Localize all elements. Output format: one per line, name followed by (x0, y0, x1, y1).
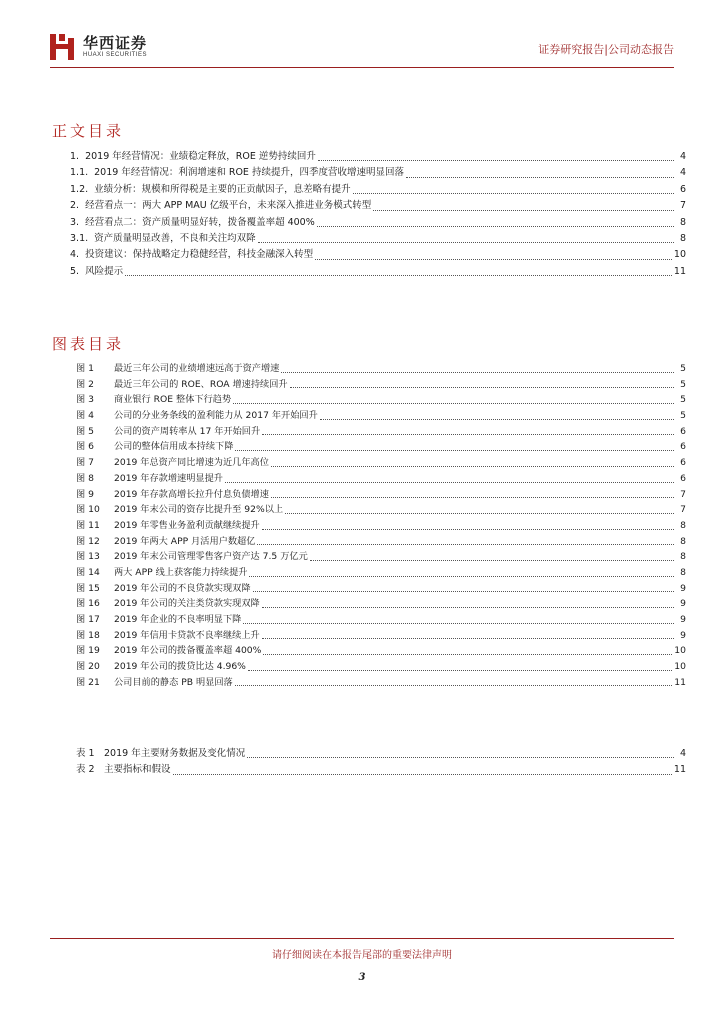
entry-title: 2019 年两大 APP 月活用户数超亿 (114, 535, 256, 547)
entry-page-number: 6 (680, 457, 686, 469)
toc-entry[interactable] (70, 263, 686, 279)
toc-entry[interactable] (76, 642, 686, 658)
dot-leader (225, 481, 674, 483)
entry-page-number: 10 (674, 645, 686, 657)
entry-title: 2019 年存款高增长拉升付息负债增速 (114, 488, 269, 500)
entry-number: 图 4 (76, 410, 94, 422)
entry-number: 图 7 (76, 457, 94, 469)
entry-number: 1.1. (70, 167, 89, 179)
entry-number: 4. (70, 249, 80, 261)
entry-number: 图 3 (76, 394, 94, 406)
report-header (0, 0, 724, 72)
entry-page-number: 7 (679, 200, 686, 212)
entry-page-number: 4 (679, 167, 686, 179)
entry-number: 图 9 (76, 488, 94, 500)
dot-leader (353, 192, 674, 194)
entry-title: 主要指标和假设 (104, 764, 171, 776)
entry-page-number: 9 (680, 582, 686, 594)
entry-title: 2019 年主要财务数据及变化情况 (104, 748, 246, 759)
toc-entry[interactable] (76, 486, 686, 502)
dot-leader (373, 209, 674, 211)
dot-leader (320, 418, 674, 420)
dot-leader (406, 176, 674, 178)
entry-title: 2019 年经营情况：业绩稳定释放，ROE 逆势持续回升 (85, 151, 316, 162)
toc-entry[interactable] (76, 564, 686, 580)
entry-number: 2. (70, 200, 80, 212)
entry-page-number: 11 (673, 764, 686, 776)
toc-entry[interactable] (76, 376, 686, 392)
entry-page-number: 5 (680, 410, 686, 422)
toc-entry[interactable] (70, 164, 686, 180)
entry-number: 图 17 (76, 614, 100, 625)
entry-page-number: 6 (680, 441, 686, 453)
toc-entry[interactable] (76, 595, 686, 611)
dot-leader (318, 159, 674, 161)
toc-entry[interactable] (76, 658, 686, 674)
brand-name-en: HUAXI SECURITIES (83, 52, 148, 58)
toc-entry[interactable] (76, 580, 686, 596)
entry-title: 公司的分业务条线的盈利能力从 2017 年开始回升 (114, 410, 318, 422)
header-divider (50, 67, 674, 68)
entry-page-number: 8 (679, 216, 686, 228)
legal-notice: 请仔细阅读在本报告尾部的重要法律声明 (272, 950, 452, 961)
entry-number: 5. (70, 265, 80, 277)
entry-page-number: 6 (680, 472, 686, 484)
entry-number: 1.2. (70, 183, 89, 195)
entry-number: 3.1. (70, 232, 89, 244)
entry-number: 图 6 (76, 441, 94, 453)
entry-number: 图 11 (76, 519, 100, 531)
dot-leader (173, 773, 672, 775)
entry-page-number: 9 (680, 598, 686, 610)
entry-number: 图 15 (76, 582, 100, 594)
entry-page-number: 4 (679, 151, 686, 162)
entry-title: 投资建议：保持战略定力稳健经营，科技金融深入转型 (85, 249, 314, 261)
entry-title: 2019 年企业的不良率明显下降 (114, 614, 242, 625)
dot-leader (281, 371, 674, 373)
dot-leader (290, 386, 674, 388)
entry-number: 图 13 (76, 551, 100, 563)
toc-entry[interactable] (76, 761, 686, 777)
entry-title: 2019 年公司的不良贷款实现双降 (114, 582, 251, 594)
entry-title: 最近三年公司的 ROE、ROA 增速持续回升 (114, 378, 288, 390)
entry-number: 图 14 (76, 566, 100, 578)
entry-number: 图 18 (76, 629, 100, 641)
dot-leader (243, 622, 674, 624)
toc-entry[interactable] (76, 501, 686, 517)
toc-entry[interactable] (70, 197, 686, 213)
toc-entry[interactable] (70, 148, 686, 164)
entry-title: 公司的资产周转率从 17 年开始回升 (114, 425, 261, 437)
entry-page-number: 8 (680, 535, 686, 547)
entry-page-number: 8 (680, 551, 686, 563)
dot-leader (235, 684, 673, 686)
entry-page-number: 5 (680, 394, 686, 406)
dot-leader (233, 402, 674, 404)
toc-entry[interactable] (76, 407, 686, 423)
toc-entry[interactable] (76, 627, 686, 643)
entry-title: 2019 年经营情况：利润增速和 ROE 持续提升，四季度营收增速明显回落 (94, 167, 404, 179)
entry-page-number: 5 (680, 378, 686, 390)
dot-leader (262, 606, 674, 608)
dot-leader (271, 465, 674, 467)
toc-entry[interactable] (76, 674, 686, 690)
toc-entry[interactable] (70, 246, 686, 262)
entry-number: 图 5 (76, 425, 94, 437)
toc-entry[interactable] (70, 181, 686, 197)
dot-leader (258, 241, 674, 243)
entry-title: 2019 年末公司的资存比提升至 92%以上 (114, 504, 284, 516)
entry-page-number: 7 (680, 504, 686, 516)
entry-title: 2019 年末公司管理零售客户资产达 7.5 万亿元 (114, 551, 308, 563)
dot-leader (235, 449, 674, 451)
dot-leader (249, 575, 674, 577)
entry-title: 2019 年公司的拨贷比达 4.96% (114, 661, 246, 673)
toc-entry[interactable] (76, 745, 686, 761)
entry-title: 商业银行 ROE 整体下行趋势 (114, 394, 232, 406)
dot-leader (310, 559, 674, 561)
dot-leader (248, 669, 672, 671)
toc-entry[interactable] (76, 533, 686, 549)
entry-page-number: 11 (674, 676, 686, 688)
entry-page-number: 11 (673, 265, 686, 277)
dot-leader (317, 225, 674, 227)
entry-page-number: 10 (673, 249, 686, 261)
entry-number: 图 8 (76, 472, 94, 484)
dot-leader (315, 258, 672, 260)
report-type-label: 证券研究报告|公司动态报告 (538, 43, 674, 56)
entry-page-number: 4 (679, 748, 686, 759)
entry-title: 2019 年信用卡贷款不良率继续上升 (114, 629, 260, 641)
contents-title: 正文目录 (52, 122, 125, 140)
entry-title: 最近三年公司的业绩增速远高于资产增速 (114, 363, 280, 374)
huaxi-logo-icon (50, 34, 74, 60)
tables-list (76, 745, 686, 778)
entry-number: 图 1 (76, 363, 94, 374)
page-number: 3 (358, 972, 366, 983)
entry-title: 2019 年零售业务盈利贡献继续提升 (114, 519, 260, 531)
dot-leader (285, 512, 674, 514)
entry-page-number: 5 (680, 363, 686, 374)
entry-title: 资产质量明显改善，不良和关注均双降 (94, 232, 256, 244)
entry-title: 公司的整体信用成本持续下降 (114, 441, 234, 453)
entry-title: 经营看点二：资产质量明显好转，拨备覆盖率超 400% (85, 216, 315, 228)
dot-leader (262, 528, 674, 530)
dot-leader (262, 637, 674, 639)
dot-leader (263, 653, 672, 655)
entry-number: 图 16 (76, 598, 100, 610)
dot-leader (253, 590, 674, 592)
entry-page-number: 7 (680, 488, 686, 500)
footer-divider (50, 938, 674, 939)
entry-page-number: 6 (679, 183, 686, 195)
entry-page-number: 9 (680, 629, 686, 641)
entry-page-number: 8 (679, 232, 686, 244)
entry-number: 图 20 (76, 661, 100, 673)
entry-title: 业绩分析：规模和所得税是主要的正贡献因子，息差略有提升 (94, 183, 351, 195)
entry-title: 2019 年总资产同比增速为近几年高位 (114, 457, 269, 469)
entry-number: 图 21 (76, 676, 100, 688)
entry-number: 图 10 (76, 504, 100, 516)
toc-entry[interactable] (76, 391, 686, 407)
entry-number: 1. (70, 151, 80, 162)
dot-leader (262, 433, 674, 435)
toc-entry[interactable] (70, 230, 686, 246)
toc-entry[interactable] (76, 454, 686, 470)
toc-entry[interactable] (76, 360, 686, 376)
entry-page-number: 10 (674, 661, 686, 673)
entry-title: 2019 年公司的关注类贷款实现双降 (114, 598, 260, 610)
dot-leader (257, 543, 674, 545)
entry-number: 图 19 (76, 645, 100, 657)
entry-page-number: 8 (680, 566, 686, 578)
contents-list (70, 148, 686, 279)
entry-title: 2019 年公司的拨备覆盖率超 400% (114, 645, 262, 657)
entry-number: 表 1 (76, 748, 95, 759)
entry-number: 表 2 (76, 764, 95, 776)
dot-leader (271, 496, 674, 498)
toc-entry[interactable] (76, 548, 686, 564)
toc-entry[interactable] (76, 438, 686, 454)
toc-entry[interactable] (76, 423, 686, 439)
figures-title: 图表目录 (52, 335, 125, 353)
entry-title: 公司目前的静态 PB 明显回落 (114, 676, 233, 688)
entry-page-number: 9 (680, 614, 686, 625)
entry-title: 2019 年存款增速明显提升 (114, 472, 223, 484)
toc-entry[interactable] (70, 214, 686, 230)
entry-title: 两大 APP 线上获客能力持续提升 (114, 566, 248, 578)
entry-page-number: 6 (680, 425, 686, 437)
entry-page-number: 8 (680, 519, 686, 531)
figures-list (76, 360, 686, 689)
entry-number: 3. (70, 216, 80, 228)
toc-entry[interactable] (76, 470, 686, 486)
entry-number: 图 12 (76, 535, 100, 547)
dot-leader (247, 756, 674, 758)
entry-title: 风险提示 (85, 265, 124, 277)
entry-title: 经营看点一：两大 APP MAU 亿级平台，未来深入推进业务模式转型 (85, 200, 372, 212)
dot-leader (125, 274, 672, 276)
entry-number: 图 2 (76, 378, 94, 390)
toc-entry[interactable] (76, 517, 686, 533)
brand-name: 华西证券 (83, 34, 148, 52)
toc-entry[interactable] (76, 611, 686, 627)
